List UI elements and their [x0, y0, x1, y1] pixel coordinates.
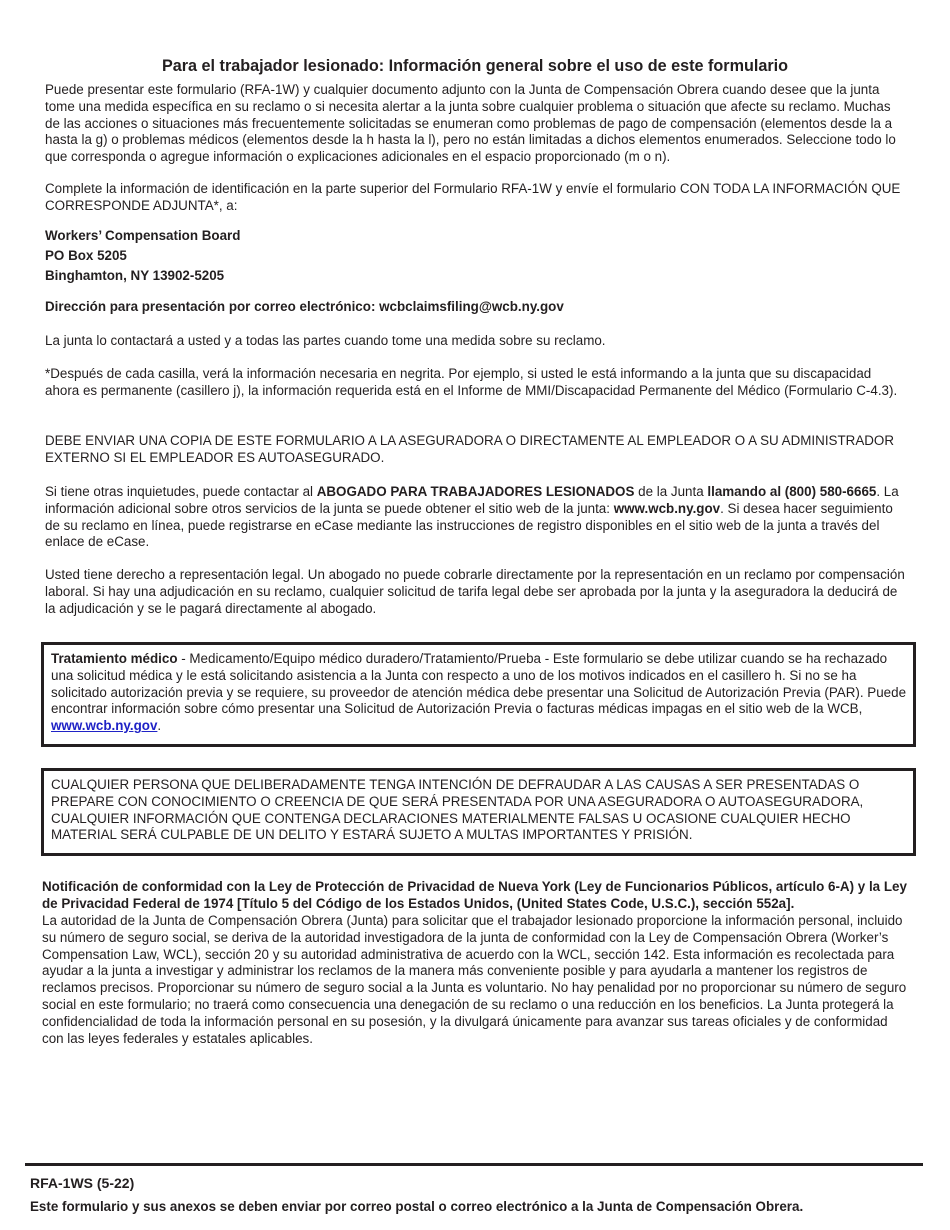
- legal-representation-paragraph: Usted tiene derecho a representación legal. Un abogado no puede cobrarle directamente por la representación en un reclamo por compensación laboral. Si hay una adjudicación en su reclamo, cualquier solicitud de tarifa legal debe ser aprobada por la junta y la aseguradora la deducirá de la adjudicación y se le pagará directamente al abogado.: [45, 567, 905, 616]
- fraud-warning-box: [41, 768, 916, 856]
- medical-treatment-text: [51, 651, 906, 735]
- submission-instructions: Complete la información de identificación en la parte superior del Formulario RFA-1W y envíe el formulario CON TODA LA INFORMACIÓN QUE CORRESPONDE ADJUNTA*, a:: [45, 181, 901, 213]
- medical-treatment-end: .: [157, 718, 162, 734]
- questions-text-1: Si tiene otras inquietudes, puede contactar al: [45, 484, 317, 499]
- medical-treatment-box: [41, 642, 916, 747]
- form-code: RFA-1WS (5-22): [30, 1175, 135, 1191]
- privacy-heading: Notificación de conformidad con la Ley de Protección de Privacidad de Nueva York (Ley de Funcionarios Públicos, artículo 6-A) y la Ley de Privacidad Federal de 1974 [Título 5 del Código de los Estados Unidos, (United States Code, U.S.C.), sección 552a].: [42, 879, 907, 911]
- medical-treatment-heading: Tratamiento médico: [51, 651, 178, 666]
- questions-text-4: . Si desea hacer seguimiento de su reclamo en línea, puede registrarse en eCase mediante las instrucciones de registro disponibles en el sitio web de la junta a través del enlace de eCase.: [45, 500, 893, 550]
- footer-note: Este formulario y sus anexos se deben enviar por correo postal o correo electrónico a la Junta de Compensación Obrera.: [30, 1199, 804, 1214]
- medical-treatment-body: - Medicamento/Equipo médico duradero/Tratamiento/Prueba - Este formulario se debe utilizar cuando se ha rechazado una solicitud médica y le está solicitando asistencia a la Junta con respecto a uno de los motivos indicados en el casillero h. Si no se ha solicitado autorización previa y se requiere, su proveedor de atención médica debe presentar una Solicitud de Autorización Previa (PAR). Puede encontrar información sobre cómo presentar una Solicitud de Autorización Previa o facturas médicas impagas en el sitio web de la WCB,: [51, 651, 907, 717]
- footer-divider: [25, 1163, 923, 1166]
- questions-text-2: de la Junta: [634, 484, 708, 499]
- contact-notice: La junta lo contactará a usted y a todas las partes cuando tome una medida sobre su reclamo.: [45, 333, 606, 348]
- fraud-warning-text: CUALQUIER PERSONA QUE DELIBERADAMENTE TENGA INTENCIÓN DE DEFRAUDAR A LAS CAUSAS A SER PRESENTADAS O PREPARE CON CONOCIMIENTO O CREENCIA DE QUE SERÁ PRESENTADA POR UNA ASEGURADORA O AUTOASEGURADORA, CUALQUIER INFORMACIÓN QUE CONTENGA DECLARACIONES MATERIALMENTE FALSAS U OCASIONE CUALQUIER HECHO MATERIAL SERÁ CULPABLE DE UN DELITO Y ESTARÁ SUJETO A MULTAS IMPORTANTES Y PRISIÓN.: [51, 777, 864, 843]
- address-line-3: Binghamton, NY 13902-5205: [45, 268, 225, 283]
- board-website: www.wcb.ny.gov: [613, 500, 721, 516]
- page-title: Para el trabajador lesionado: Información general sobre el uso de este formulario: [161, 57, 789, 75]
- email-address-line: Dirección para presentación por correo electrónico: wcbclaimsfiling@wcb.ny.gov: [45, 299, 564, 314]
- questions-paragraph: [45, 484, 907, 551]
- copy-notice: DEBE ENVIAR UNA COPIA DE ESTE FORMULARIO A LA ASEGURADORA O DIRECTAMENTE AL EMPLEADOR O A SU ADMINISTRADOR EXTERNO SI EL EMPLEADOR ES AUTOASEGURADO.: [45, 433, 895, 465]
- address-line-1: Workers’ Compensation Board: [45, 228, 241, 243]
- intro-paragraph: Puede presentar este formulario (RFA-1W) y cualquier documento adjunto con la Junta de Compensación Obrera cuando desee que la junta tome una medida específica en su reclamo o si necesita alertar a la junta sobre cualquier problema o situación que afecte su reclamo. Muchas de las acciones o situaciones más frecuentemente solicitadas se enumeran como problemas de pago de compensación (elementos desde la a hasta la g) o problemas médicos (elementos desde la h hasta la l), pero no están limitadas a dichos elementos enumerados. Seleccione todo lo que corresponda o agregue información o explicaciones adicionales en el espacio proporcionado (m o n).: [45, 82, 896, 165]
- address-line-2: PO Box 5205: [45, 248, 127, 263]
- questions-text-3: . La información adicional sobre otros servicios de la junta se puede obtener el sitio web de la junta:: [45, 484, 899, 516]
- footnote-paragraph: *Después de cada casilla, verá la información necesaria en negrita. Por ejemplo, si usted le está informando a la junta que su discapacidad ahora es permanente (casillero j), la información requerida está en el Informe de MMI/Discapacidad Permanente del Médico (Formulario C-4.3).: [45, 366, 898, 398]
- advocate-phone: llamando al (800) 580-6665: [707, 484, 877, 499]
- wcb-website-link[interactable]: www.wcb.ny.gov: [51, 718, 158, 734]
- mailing-address: [45, 226, 907, 286]
- privacy-body: La autoridad de la Junta de Compensación Obrera (Junta) para solicitar que el trabajador lesionado proporcione la información personal, incluido su número de seguro social, se deriva de la autoridad investigadora de la junta de conformidad con la Ley de Compensación Obrera (Worker’s Compensation Law, WCL), sección 20 y su autoridad administrativa de acuerdo con la WCL, sección 142. Esta información es recolectada para ayudar a la junta a investigar y administrar los reclamos de la manera más conveniente posible y para ayudarla a mantener los registros de reclamos precisos. Proporcionar su número de seguro social a la Junta es voluntario. No hay penalidad por no proporcionar su número de seguro social en este formulario; no traerá como consecuencia una denegación de su reclamo o una reducción en los beneficios. La Junta protegerá la confidencialidad de toda la información personal en su posesión, y la divulgará únicamente para avanzar sus tareas oficiales y de conformidad con las leyes federales y estatales aplicables.: [42, 913, 907, 1046]
- advocate-name: ABOGADO PARA TRABAJADORES LESIONADOS: [316, 484, 635, 499]
